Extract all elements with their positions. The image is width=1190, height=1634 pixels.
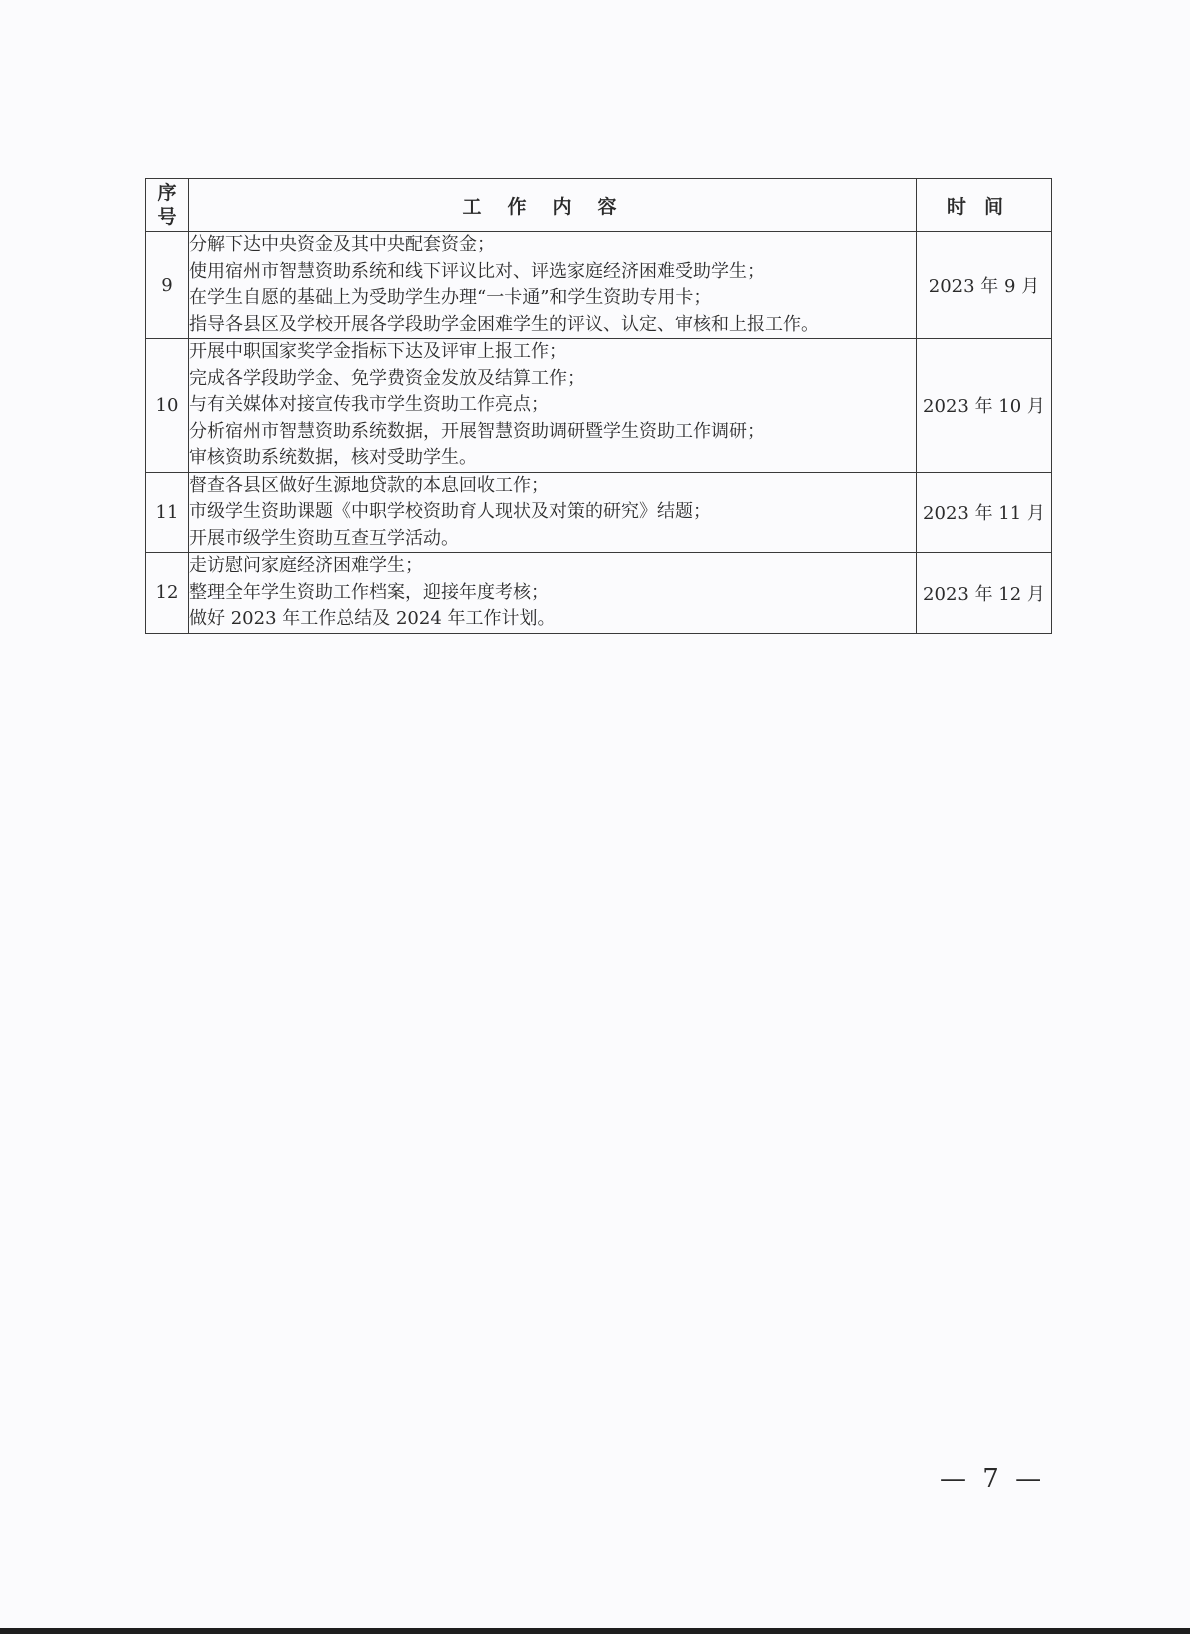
table-row <box>146 339 1052 473</box>
row-work-content <box>189 472 917 553</box>
content-line: 在学生自愿的基础上为受助学生办理“一卡通”和学生资助专用卡； <box>189 287 712 308</box>
header-serial-number <box>146 179 189 232</box>
content-line: 开展中职国家奖学金指标下达及评审上报工作； <box>189 341 567 362</box>
row-serial-number: 11 <box>146 472 189 553</box>
row-work-content <box>189 553 917 634</box>
content-line: 督查各县区做好生源地贷款的本息回收工作； <box>189 474 549 496</box>
content-line: 市级学生资助课题《中职学校资助育人现状及对策的研究》结题； <box>189 501 711 522</box>
scan-bottom-edge <box>0 1628 1190 1634</box>
row-serial-number: 12 <box>146 553 189 634</box>
content-line: 开展市级学生资助互查互学活动。 <box>189 527 459 549</box>
content-line: 与有关媒体对接宣传我市学生资助工作亮点； <box>189 394 549 415</box>
table-row <box>146 232 1052 339</box>
header-time: 时间 <box>917 179 1052 232</box>
content-line: 走访慰问家庭经济困难学生； <box>189 555 423 576</box>
content-line: 完成各学段助学金、免学费资金发放及结算工作； <box>189 367 585 389</box>
row-work-content <box>189 339 917 473</box>
content-line: 指导各县区及学校开展各学段助学金困难学生的评议、认定、审核和上报工作。 <box>189 313 819 335</box>
row-serial-number: 9 <box>146 232 189 339</box>
table-row <box>146 553 1052 634</box>
content-line: 审核资助系统数据，核对受助学生。 <box>189 447 477 468</box>
table-header-row <box>146 179 1052 232</box>
header-serial-line-2: 号 <box>157 206 177 228</box>
row-work-content <box>189 232 917 339</box>
header-work-content: 工作内容 <box>189 179 917 232</box>
header-serial-line-1: 序 <box>157 182 177 204</box>
row-time: 2023 年 11 月 <box>917 472 1052 553</box>
content-line: 分解下达中央资金及其中央配套资金； <box>189 234 495 255</box>
work-plan-table <box>145 178 1052 634</box>
content-line: 使用宿州市智慧资助系统和线下评议比对、评选家庭经济困难受助学生； <box>189 260 765 282</box>
row-time: 2023 年 10 月 <box>917 339 1052 473</box>
content-line: 分析宿州市智慧资助系统数据，开展智慧资助调研暨学生资助工作调研； <box>189 420 765 442</box>
content-line: 整理全年学生资助工作档案，迎接年度考核； <box>189 581 549 603</box>
content-line: 做好 2023 年工作总结及 2024 年工作计划。 <box>189 608 556 629</box>
row-time: 2023 年 12 月 <box>917 553 1052 634</box>
row-time: 2023 年 9 月 <box>917 232 1052 339</box>
row-serial-number: 10 <box>146 339 189 473</box>
table-row <box>146 472 1052 553</box>
page-number: — 7 — <box>940 1464 1046 1494</box>
